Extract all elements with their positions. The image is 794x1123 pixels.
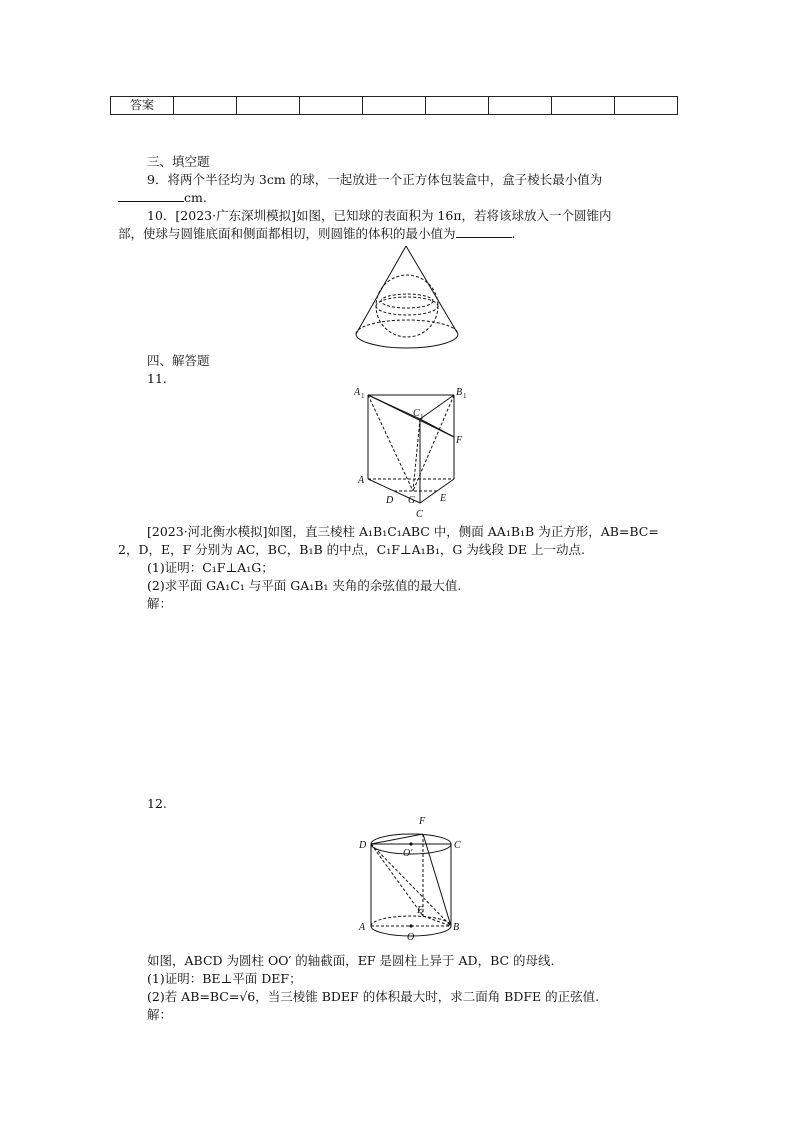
label-d: D	[359, 840, 367, 851]
answer-cell	[300, 97, 363, 115]
label-a: A	[358, 475, 365, 486]
answer-cell	[615, 97, 678, 115]
cone-base-back	[356, 320, 458, 334]
cone-right-edge	[406, 246, 458, 334]
answer-cell	[489, 97, 552, 115]
label-o-prime: O′	[403, 848, 413, 859]
label-b1: B	[456, 387, 463, 398]
section-heading-fill-in: 三、填空题	[147, 154, 210, 169]
question-12-solution: 解：	[147, 1007, 173, 1022]
label-a1: A	[354, 387, 361, 398]
label-c: C	[454, 840, 461, 851]
label-c: C	[416, 509, 423, 520]
answer-blank[interactable]	[118, 189, 184, 202]
label-e: E	[417, 905, 424, 916]
prism-figure	[350, 383, 480, 523]
edge-c1b1	[420, 395, 454, 419]
answer-blank[interactable]	[456, 225, 512, 238]
answer-table	[110, 96, 678, 115]
question-12-part1: (1)证明：BE⊥平面 DEF；	[147, 971, 302, 986]
cone-base-front	[356, 334, 458, 348]
point-o	[409, 924, 412, 927]
label-a: A	[359, 922, 366, 933]
answer-cell	[174, 97, 237, 115]
question-12-number: 12.	[147, 796, 167, 811]
answer-cell	[237, 97, 300, 115]
segment-a1f	[368, 395, 454, 437]
label-c1: C	[413, 408, 420, 419]
question-9-line1: 9．将两个半径均为 3cm 的球，一起放进一个正方体包装盒中，盒子棱长最小值为	[147, 172, 603, 187]
question-10-end: .	[511, 226, 516, 241]
label-b: B	[453, 922, 460, 933]
answer-cell	[363, 97, 426, 115]
label-d: D	[386, 495, 394, 506]
question-11-solution: 解：	[147, 596, 173, 611]
svg-text:1: 1	[420, 413, 424, 421]
question-12-line1: 如图，ABCD 为圆柱 OO′ 的轴截面，EF 是圆柱上异于 AD，BC 的母线.	[147, 953, 555, 968]
segment-a1g	[368, 395, 413, 491]
answer-cell	[552, 97, 615, 115]
answer-cell	[426, 97, 489, 115]
question-11-line1: [2023·河北衡水模拟]如图，直三棱柱 A₁B₁C₁ABC 中，侧面 AA₁B₁B 为正方形，AB=BC=	[147, 524, 659, 539]
segment-df	[371, 834, 423, 844]
segment-fb	[423, 834, 451, 926]
cone-left-edge	[356, 246, 406, 334]
answer-label: 答案	[111, 97, 174, 115]
question-11-part1: (1)证明：C₁F⊥A₁G；	[147, 560, 274, 575]
question-11-line2: 2，D，E，F 分别为 AC，BC，B₁B 的中点，C₁F⊥A₁B₁，G 为线段 DE 上一动点.	[118, 542, 585, 557]
question-9-unit: cm.	[184, 190, 207, 205]
label-e: E	[440, 493, 447, 504]
question-9-line2	[118, 189, 207, 207]
cone-sphere-figure	[348, 240, 468, 352]
sphere-equator-front	[376, 306, 438, 315]
segment-de	[371, 844, 423, 916]
label-f: F	[419, 816, 426, 827]
tangent-circle	[381, 294, 433, 308]
label-g: G	[408, 495, 416, 506]
point-o-prime	[409, 842, 412, 845]
label-f: F	[456, 435, 463, 446]
segment-c1g	[413, 419, 420, 491]
cylinder-figure	[355, 810, 475, 948]
segment-eb	[423, 916, 451, 926]
question-11-number: 11.	[147, 371, 167, 386]
question-12-part2: (2)若 AB=BC=√6，当三棱锥 BDEF 的体积最大时，求二面角 BDFE 的正弦值.	[147, 989, 600, 1004]
svg-text:1: 1	[463, 392, 467, 400]
section-heading-solve: 四、解答题	[147, 353, 210, 368]
question-10-line2-text: 部，使球与圆锥底面和侧面都相切，则圆锥的体积的最小值为	[118, 226, 456, 241]
label-o: O	[407, 932, 415, 943]
svg-text:1: 1	[361, 392, 365, 400]
inscribed-sphere	[376, 275, 438, 337]
question-10-line1: 10．[2023·广东深圳模拟]如图，已知球的表面积为 16π，若将该球放入一个圆锥内	[147, 208, 612, 223]
question-11-part2: (2)求平面 GA₁C₁ 与平面 GA₁B₁ 夹角的余弦值的最大值.	[147, 578, 462, 593]
